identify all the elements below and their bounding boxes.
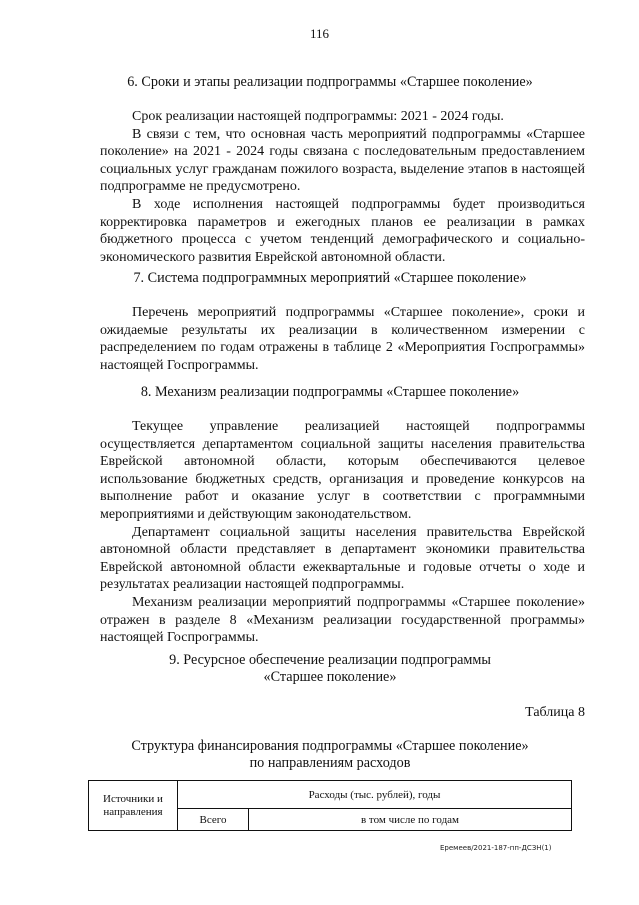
section-6-heading: 6. Сроки и этапы реализации подпрограммы «Старшее поколение» <box>127 74 533 90</box>
paragraph: Перечень мероприятий подпрограммы «Старшее поколение», сроки и ожидаемые результаты их реализации в количественном измерении с распределением по годам отражены в таблице 2 «Мероприятия Госпрограммы» настоящей Госпрограммы. <box>100 305 585 373</box>
paragraph: Департамент социальной защиты населения правительства Еврейской автономной области представляет в департамент экономики правительства Еврейской автономной области ежеквартальные и годовые отчеты о ходе и результатах реализации настоящей подпрограммы. <box>100 524 585 593</box>
page-number: 116 <box>309 26 330 41</box>
section-8-heading: 8. Механизм реализации подпрограммы «Старшее поколение» <box>140 384 520 400</box>
table-header-total: Всего <box>178 809 249 831</box>
section-9-heading-line-1: 9. Ресурсное обеспечение реализации подпрограммы <box>169 652 491 668</box>
paragraph: В ходе исполнения настоящей подпрограммы будет производиться корректировка параметров и ежегодных планов ее реализации в рамках бюджетного процесса с учетом тенденций демографического и социально-экономического развития Еврейской автономной области. <box>100 196 585 265</box>
paragraph: Механизм реализации мероприятий подпрограммы «Старшее поколение» отражен в разделе 8 «Механизм реализации государственной программы» настоящей Госпрограммы. <box>100 594 585 646</box>
financing-table <box>88 780 572 831</box>
section-7-heading: 7. Система подпрограммных мероприятий «Старшее поколение» <box>133 270 527 286</box>
table-header-by-years: в том числе по годам <box>249 809 572 831</box>
table-title-line-2: по направлениям расходов <box>249 755 411 771</box>
paragraph: Срок реализации настоящей подпрограммы: 2021 - 2024 годы. <box>132 109 504 124</box>
document-code: Еремеев/2021-187-пп-ДСЗН(1) <box>440 844 552 852</box>
table-label: Таблица 8 <box>525 705 585 720</box>
table-title-line-1: Структура финансирования подпрограммы «Старшее поколение» <box>131 738 529 754</box>
section-7-body <box>100 304 585 374</box>
paragraph: В связи с тем, что основная часть мероприятий подпрограммы «Старшее поколение» на 2021 - 2024 годы связана с последовательным предоставлением социальных услуг гражданам пожилого возраста, выделение этапов в настоящей подпрограмме не предусмотрено. <box>100 126 585 195</box>
section-6-body <box>100 108 585 266</box>
section-9-heading-line-2: «Старшее поколение» <box>263 669 397 685</box>
table-header-sources: Источники и направления <box>89 781 178 831</box>
section-8-body <box>100 418 585 647</box>
paragraph: Текущее управление реализацией настоящей подпрограммы осуществляется департаментом социальной защиты населения правительства Еврейской автономной области, которым обеспечиваются целевое использование бюджетных средств, организация и проведение конкурсов на выполнение работ и оказание услуг в соответствии с программными мероприятиями и действующим законодательством. <box>100 419 585 522</box>
table-header-expenses: Расходы (тыс. рублей), годы <box>178 781 572 809</box>
